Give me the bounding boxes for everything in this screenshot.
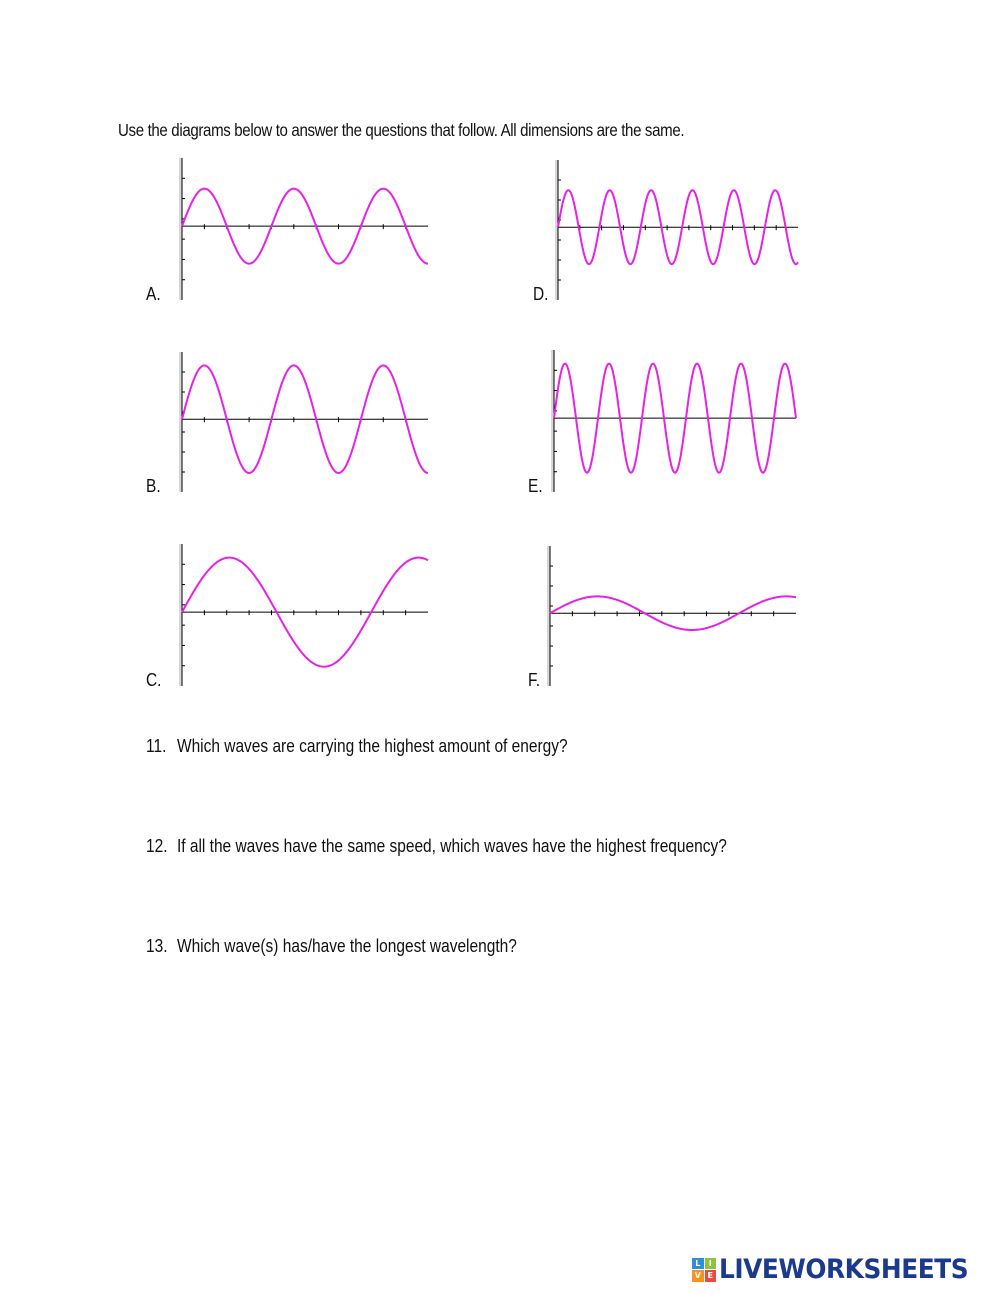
question-11 [146,736,568,757]
liveworksheets-brand [692,1254,990,1285]
diagram-label-f: F. [528,670,541,690]
wave-diagram-a [176,154,432,304]
diagram-label-c: C. [146,670,162,690]
instructions-text: Use the diagrams below to answer the questions that follow. All dimensions are the same. [118,120,685,140]
logo-letter: I [705,1258,717,1270]
logo-letter: L [692,1258,704,1270]
diagram-label-a: A. [146,284,161,304]
wave-diagram-e [548,346,800,496]
diagram-label-d: D. [533,284,549,304]
logo-letter: V [692,1270,704,1282]
question-text: If all the waves have the same speed, which waves have the highest frequency? [176,836,727,856]
diagram-label-e: E. [528,476,543,496]
brand-name: LIVEWORKSHEETS [719,1254,969,1285]
logo-letter: E [705,1270,717,1282]
wave-diagram-f [544,542,800,690]
question-number: 13. [146,936,168,956]
wave-diagram-b [176,348,432,496]
question-13 [146,936,517,957]
question-number: 12. [146,836,168,856]
question-text: Which wave(s) has/have the longest wavelength? [176,936,517,956]
wave-diagram-d [552,156,802,304]
wave-diagram-c [176,540,432,690]
question-number: 11. [146,736,167,756]
question-12 [146,836,727,857]
liveworksheets-logo-icon [692,1258,716,1282]
diagram-label-b: B. [146,476,161,496]
question-text: Which waves are carrying the highest amount of energy? [176,736,568,756]
